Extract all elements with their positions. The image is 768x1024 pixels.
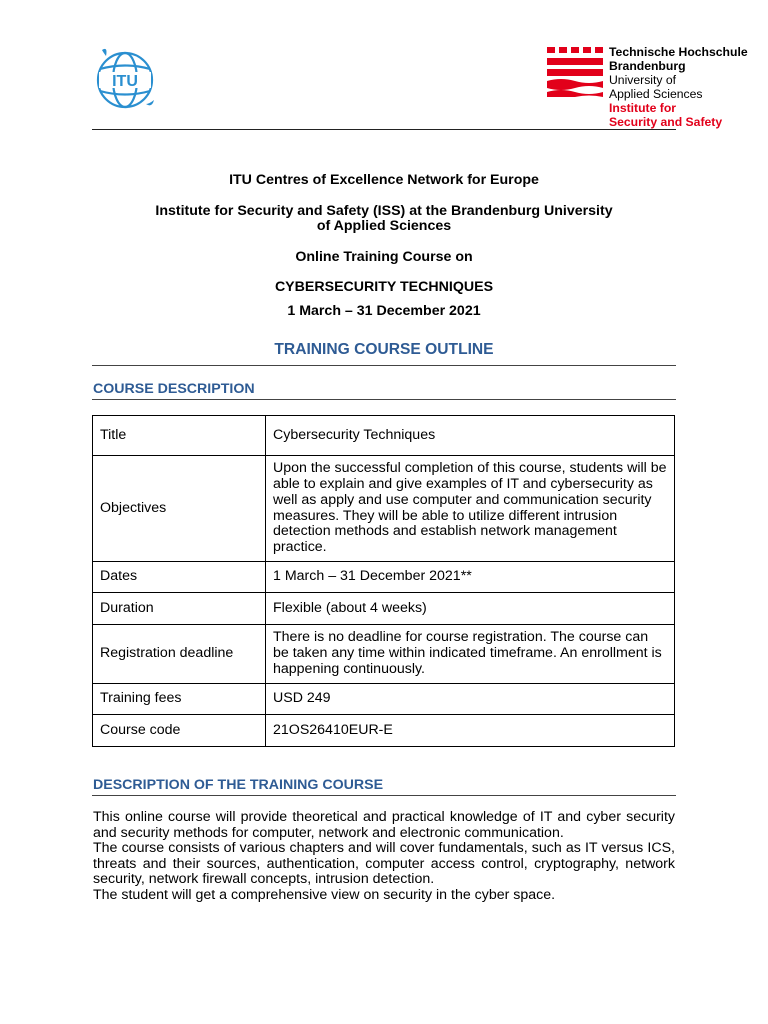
thb-logo-mark	[547, 47, 603, 97]
value-line: measures. They will be able to utilize different intrusion	[273, 507, 618, 524]
table-row	[93, 593, 675, 625]
header-divider	[92, 129, 676, 130]
table-row	[93, 715, 675, 747]
row-label: Dates	[93, 562, 266, 593]
row-label: Registration deadline	[93, 625, 266, 684]
value-line: be taken any time within indicated timeframe. An enrollment is	[273, 645, 662, 662]
training-description-divider	[92, 795, 676, 796]
course-name: CYBERSECURITY TECHNIQUES	[274, 279, 494, 295]
thb-institute-line2: Security and Safety	[609, 115, 723, 129]
value-line: practice.	[273, 538, 327, 555]
value-line: USD 249	[273, 690, 331, 707]
row-value	[266, 416, 675, 456]
itu-globe-icon	[92, 44, 158, 114]
thb-institute-line1: Institute for	[609, 101, 677, 115]
row-label: Training fees	[93, 684, 266, 715]
row-label: Duration	[93, 593, 266, 625]
training-description-heading: DESCRIPTION OF THE TRAINING COURSE	[93, 777, 384, 793]
thb-flag-icon	[547, 47, 603, 97]
course-description-table	[92, 415, 675, 747]
institute-line1: Institute for Security and Safety (ISS) at the Brandenburg University	[155, 203, 613, 219]
paragraph-line: threats and their sources, authentication, computer access control, cryptography, network	[93, 855, 675, 872]
thb-name-line3: University of	[609, 73, 677, 87]
thb-logo-text	[609, 45, 759, 129]
value-line: Upon the successful completion of this course, students will be	[273, 460, 667, 477]
table-row	[93, 684, 675, 715]
course-description-divider	[92, 399, 676, 400]
value-line: 1 March – 31 December 2021**	[273, 568, 472, 585]
row-value	[266, 562, 675, 593]
thb-name-line1: Technische Hochschule	[609, 45, 748, 59]
row-label: Course code	[93, 715, 266, 747]
network-title: ITU Centres of Excellence Network for Europe	[229, 172, 539, 188]
value-line: happening continuously.	[273, 660, 425, 677]
row-value	[266, 593, 675, 625]
outline-heading: TRAINING COURSE OUTLINE	[274, 341, 494, 358]
itu-logo-text: ITU	[112, 73, 138, 90]
value-line: well as apply and use computer and communication security	[273, 491, 652, 508]
paragraph-line: This online course will provide theoretical and practical knowledge of IT and cyber security	[93, 809, 675, 825]
outline-divider	[92, 365, 676, 366]
thb-name-line2: Brandenburg	[609, 59, 686, 73]
row-value	[266, 456, 675, 562]
paragraph-line: The course consists of various chapters and will cover fundamentals, such as IT versus ICS,	[93, 840, 675, 857]
paragraph-line: security, network firewall concepts, intrusion detection.	[93, 871, 435, 888]
value-line: 21OS26410EUR-E	[273, 721, 393, 738]
table-row	[93, 456, 675, 562]
table-row	[93, 562, 675, 593]
value-line: detection methods and establish network management	[273, 523, 617, 540]
paragraph-line: The student will get a comprehensive view on security in the cyber space.	[93, 886, 556, 903]
row-label: Title	[93, 416, 266, 456]
course-dates: 1 March – 31 December 2021	[287, 303, 481, 319]
training-description-body	[93, 810, 675, 904]
value-line: able to explain and give examples of IT and cybersecurity as	[273, 476, 653, 493]
thb-name-line4: Applied Sciences	[609, 87, 703, 101]
institute-line2: of Applied Sciences	[316, 218, 452, 234]
table-row	[93, 625, 675, 684]
value-line: Cybersecurity Techniques	[273, 426, 436, 443]
paragraph-line: and security methods for computer, network and electronic communication.	[93, 824, 564, 841]
row-value	[266, 715, 675, 747]
row-label: Objectives	[93, 456, 266, 562]
table-row	[93, 416, 675, 456]
value-line: There is no deadline for course registration. The course can	[273, 629, 649, 646]
itu-logo	[92, 44, 158, 114]
row-value	[266, 625, 675, 684]
row-value	[266, 684, 675, 715]
course-intro: Online Training Course on	[295, 249, 473, 265]
course-description-heading: COURSE DESCRIPTION	[93, 381, 255, 397]
value-line: Flexible (about 4 weeks)	[273, 599, 427, 616]
